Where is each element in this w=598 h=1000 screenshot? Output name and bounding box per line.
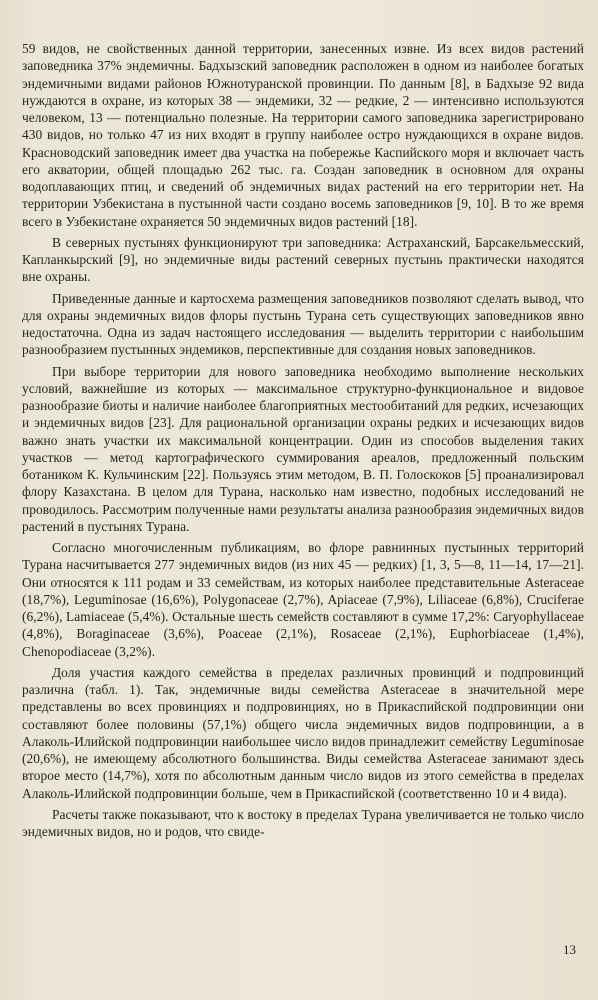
body-text — [22, 40, 584, 844]
paragraph: Согласно многочисленным публикациям, во флоре равнинных пустынных территорий Турана насчитывается 277 эндемичных видов (из них 45 — редких) [1, 3, 5—8, 11—14, 17—21]. Они относятся к 111 родам и 33 семействам, из которых наиболее представительные Asteraceae (18,7%), Leguminosae (16,6%), Polygonaceae (2,7%), Apiaceae (7,9%), Liliaceae (6,8%), Cruciferae (6,2%), Lamiaceae (5,4%). Остальные шесть семейств составляют в сумме 17,2%: Caryophyllaceae (4,8%), Boraginaceae (3,6%), Poaceae (2,1%), Rosaceae (2,1%), Euphorbiaceae (1,4%), Chenopodiaceae (3,2%). — [22, 540, 584, 659]
paragraph: При выборе территории для нового заповедника необходимо выполнение нескольких условий, важнейшие из которых — максимальное структурно-функциональное и видовое разнообразие биоты и наличие наиболее благоприятных местообитаний для редких, исчезающих и эндемичных видов [23]. Для рациональной организации охраны редких и исчезающих видов важно знать участки их максимальной концентрации. Один из способов выделения таких участков — метод картографического суммирования ареалов, предложенный польским ботаником К. Кульчинским [22]. Пользуясь этим методом, В. П. Голоскоков [5] проанализировал флору Казахстана. В целом для Турана, насколько нам известно, подобных исследований не проводилось. Рассмотрим полученные нами результаты анализа разнообразия эндемичных видов растений в пустынях Турана. — [22, 363, 584, 534]
page-number: 13 — [563, 942, 576, 957]
paragraph: В северных пустынях функционируют три заповедника: Астраханский, Барсакельмесский, Капланкырский [9], но эндемичные виды растений северных пустынь практически находятся вне охраны. — [22, 234, 584, 285]
paragraph: Расчеты также показывают, что к востоку в пределах Турана увеличивается не только число эндемичных видов, но и родов, что свиде- — [22, 806, 584, 839]
paragraph-continued: 59 видов, не свойственных данной территории, занесенных извне. Из всех видов растений заповедника 37% эндемичны. Бадхызский заповедник расположен в одном из наиболее богатых эндемичными видами районов Южнотуранской провинции. По данным [8], в Бадхызе 92 вида нуждаются в охране, из которых 38 — эндемики, 32 — редкие, 2 — интенсивно используются человеком, 13 — потенциально полезные. На территории самого заповедника зарегистрировано 430 видов, но только 47 из них входят в группу наиболее остро нуждающихся в охране видов. Красноводский заповедник имеет два участка на побережье Каспийского моря и включает часть его акватории, общей площадью 262 тыс. га. Создан заповедник в основном для охраны водоплавающих птиц, и сведений об эндемичных видах растений на его территории нет. На территории Узбекистана в пустынной части создано восемь заповедников [9, 10]. В то же время всего в Узбекистане охраняется 50 эндемичных видов растений [18]. — [22, 41, 584, 229]
paragraph: Доля участия каждого семейства в пределах различных провинций и подпровинций различна (табл. 1). Так, эндемичные виды семейства Asteraceae в значительной мере представлены во всех провинциях и подпровинциях, но в Прикаспийской подпровинции они составляют более половины (57,1%) общего числа эндемичных видов подпровинции, а в Алаколь-Илийской подпровинции наибольшее число видов принадлежит семейству Leguminosae (20,6%), не имеющему абсолютного большинства. Виды семейства Asteraceae занимают здесь второе место (14,7%), хотя по абсолютным данным число видов из этого семейства в пределах Алаколь-Илийской подпровинции больше, чем в Прикаспийской (соответственно 10 и 4 вида). — [22, 664, 584, 801]
paragraph: Приведенные данные и картосхема размещения заповедников позволяют сделать вывод, что для охраны эндемичных видов флоры пустынь Турана сеть существующих заповедников явно недостаточна. Одна из задач настоящего исследования — выделить территории с наибольшим разнообразием пустынных эндемиков, перспективные для создания новых заповедников. — [22, 290, 584, 358]
